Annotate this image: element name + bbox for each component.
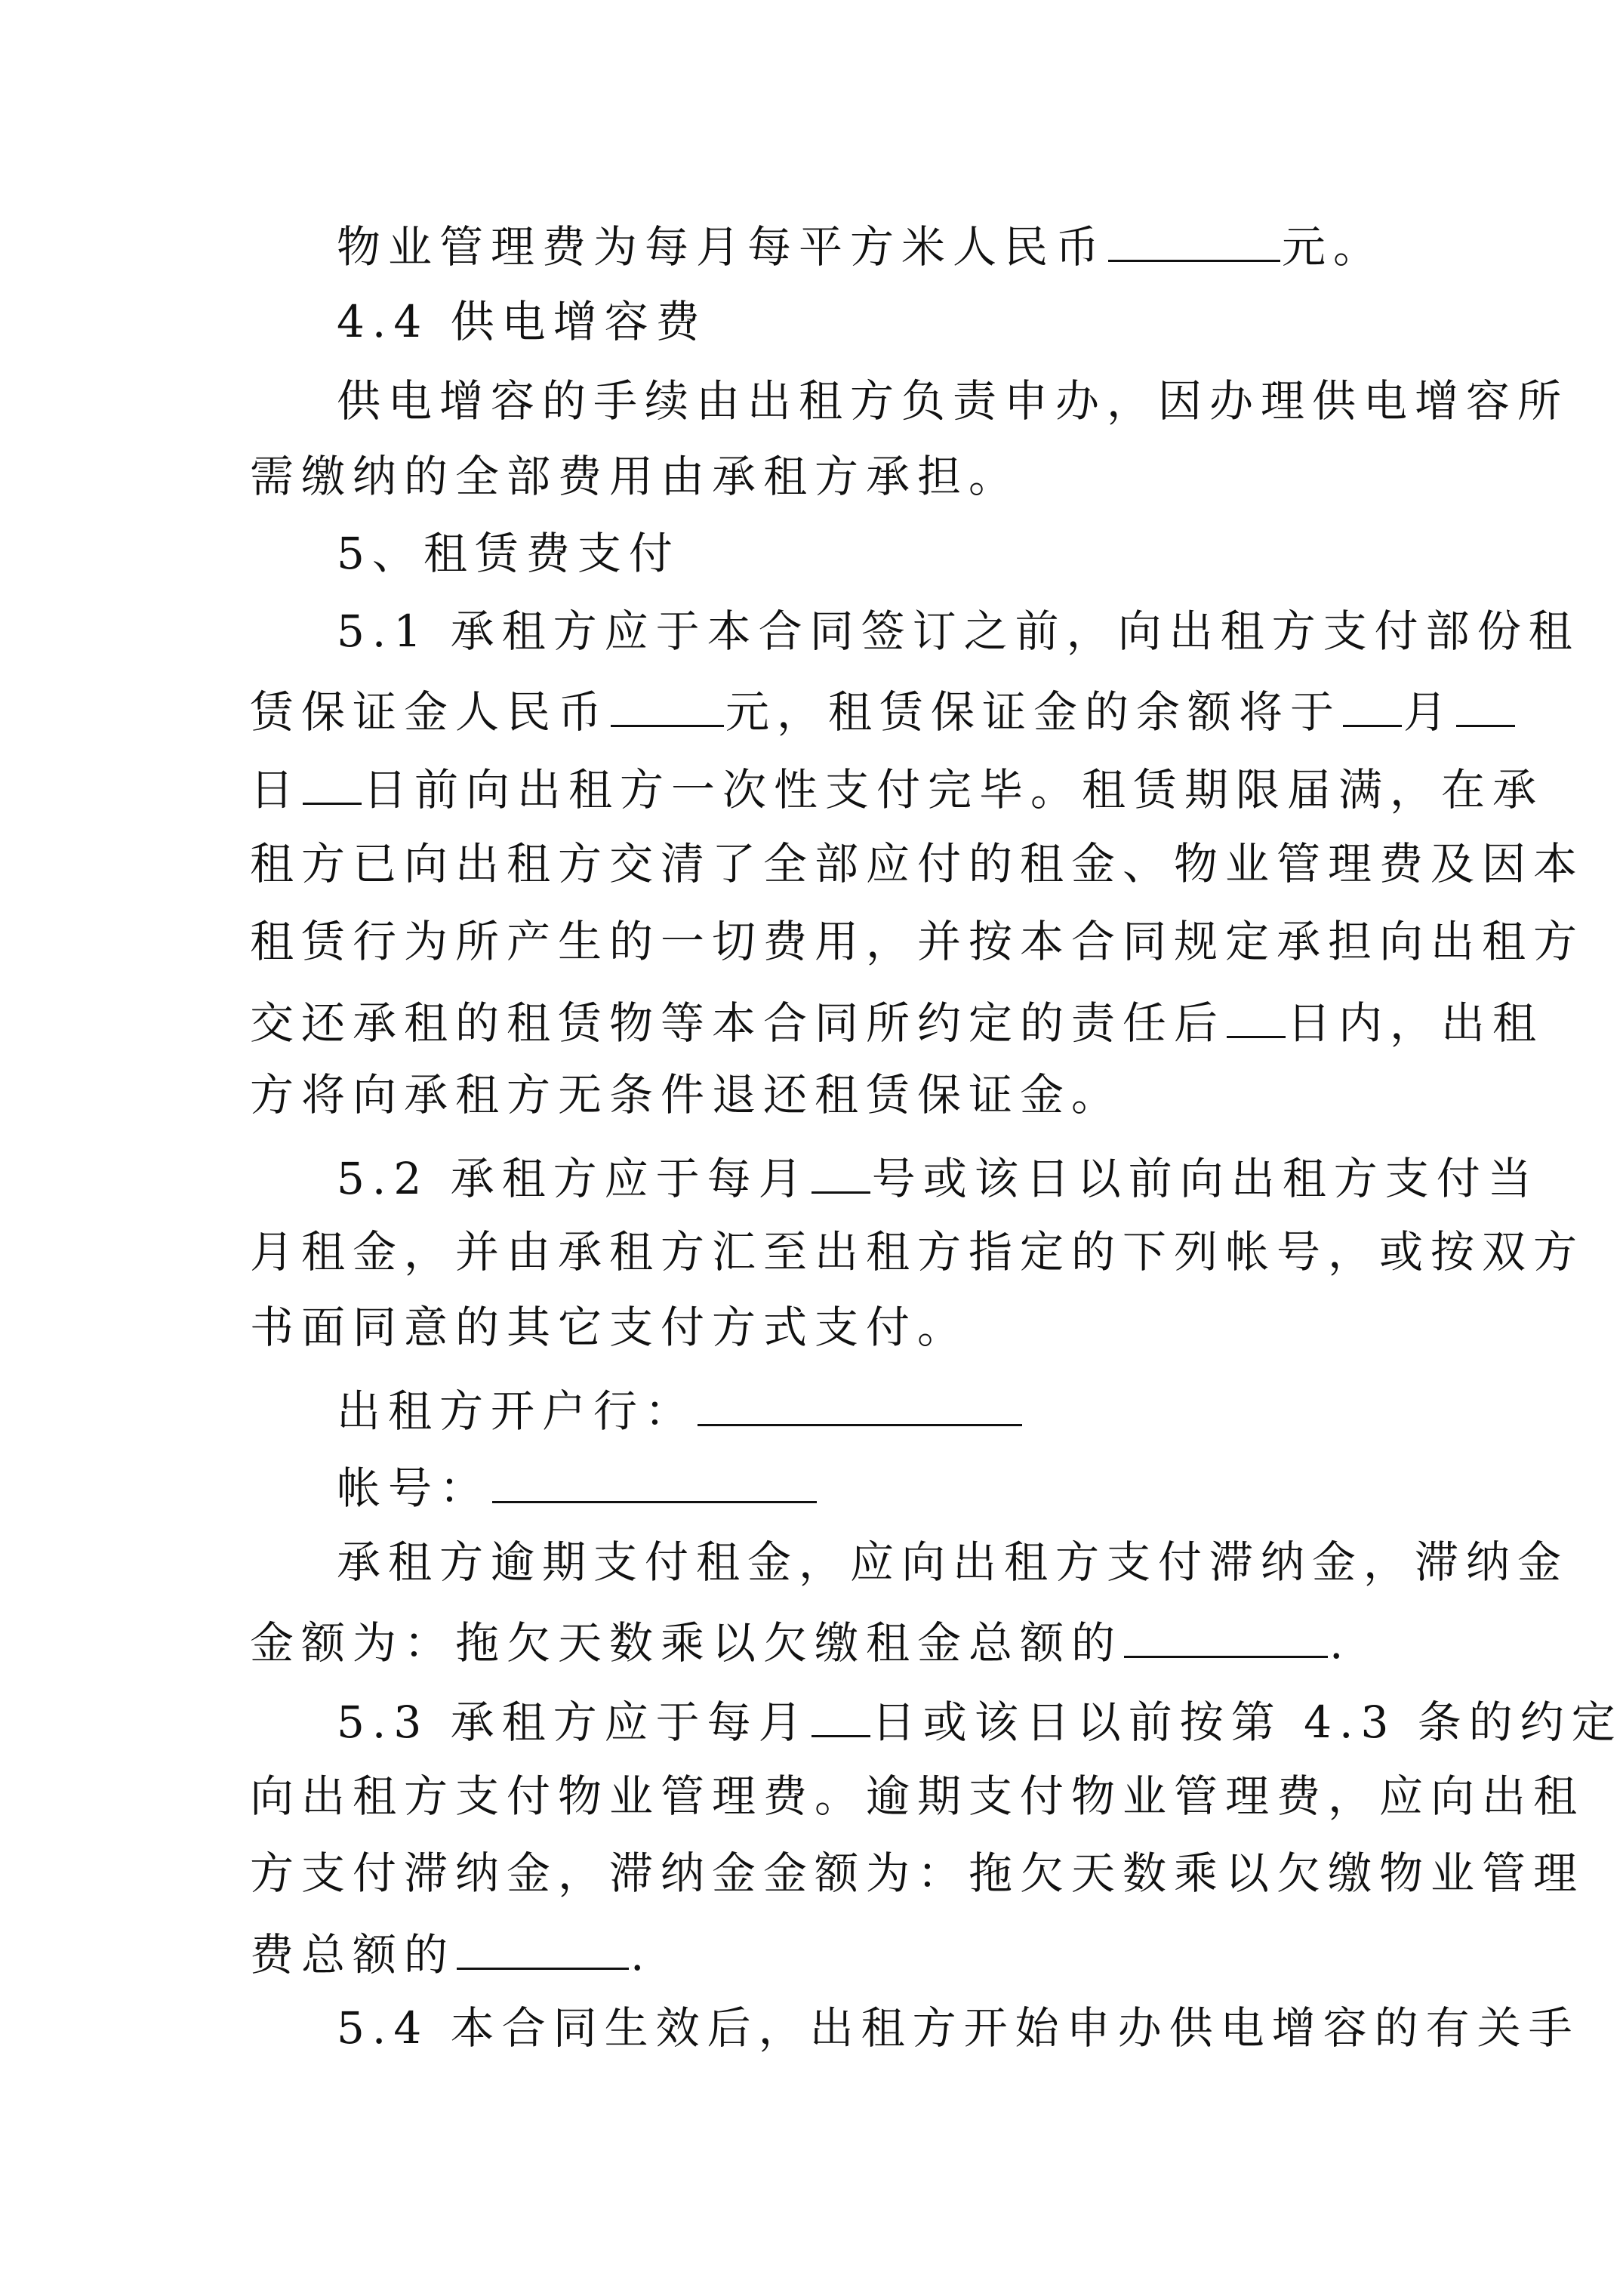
- blank-field: [812, 1148, 870, 1194]
- blank-field: [812, 1691, 870, 1737]
- text: 需缴纳的全部费用由承租方承担。: [250, 451, 1021, 502]
- text: 5、租赁费支付: [337, 528, 680, 579]
- section-heading: [337, 294, 1623, 349]
- text: 4.4 供电增容费: [337, 296, 707, 347]
- paragraph-line: [250, 1068, 1623, 1122]
- paragraph-line: [250, 681, 1623, 738]
- paragraph-line: [250, 914, 1623, 969]
- text: 日内，出租: [1287, 997, 1544, 1049]
- form-field-line: [337, 1380, 1623, 1435]
- field-label: 出租方开户行：: [337, 1385, 697, 1437]
- text: 5.2 承租方应于每月: [337, 1153, 810, 1204]
- paragraph-line: [337, 604, 1623, 658]
- blank-field: [611, 681, 724, 727]
- paragraph-line: [250, 1846, 1623, 1900]
- paragraph-line: [337, 216, 1623, 273]
- paragraph-line: [337, 1148, 1623, 1202]
- text: 月租金，并由承租方汇至出租方指定的下列帐号，或按双方: [250, 1226, 1585, 1277]
- text: 向出租方支付物业管理费。逾期支付物业管理费，应向出租: [250, 1771, 1585, 1822]
- section-heading: [337, 526, 1623, 581]
- blank-field: [457, 1924, 629, 1970]
- text: 供电增容的手续由出租方负责申办，因办理供电增容所: [337, 375, 1569, 427]
- text: 日前向出租方一次性支付完毕。租赁期限届满，在承: [363, 764, 1544, 815]
- text: 日: [250, 764, 302, 815]
- paragraph-line: [250, 759, 1623, 813]
- paragraph-line: [250, 1769, 1623, 1823]
- text: 元。: [1282, 221, 1385, 273]
- paragraph-line: [250, 992, 1623, 1049]
- paragraph-line: [250, 1612, 1623, 1669]
- text: .: [1329, 1617, 1351, 1669]
- paragraph-line: [337, 374, 1623, 428]
- field-label: 帐号：: [337, 1462, 491, 1514]
- text: 5.1 承租方应于本合同签订之前，向出租方支付部份租: [337, 606, 1580, 657]
- text: 书面同意的其它支付方式支付。: [250, 1302, 969, 1353]
- paragraph-line: [250, 1924, 1623, 1978]
- blank-field: [1124, 1612, 1328, 1658]
- text: 物业管理费为每月每平方米人民币: [337, 221, 1107, 273]
- text: 号或该日以前向出租方支付当: [871, 1153, 1539, 1204]
- text: 费总额的: [250, 1929, 456, 1980]
- text: 5.3 承租方应于每月: [337, 1697, 810, 1748]
- text: 方支付滞纳金，滞纳金金额为：拖欠天数乘以欠缴物业管理: [250, 1848, 1585, 1899]
- text: 月: [1403, 686, 1455, 738]
- paragraph-line: [250, 837, 1623, 891]
- paragraph-line: [250, 1300, 1623, 1354]
- text: 元，租赁保证金的余额将于: [725, 686, 1342, 738]
- paragraph-line: [337, 1535, 1623, 1589]
- text: 租赁行为所产生的一切费用，并按本合同规定承担向出租方: [250, 916, 1585, 967]
- paragraph-line: [250, 1225, 1623, 1279]
- blank-field: [1343, 681, 1402, 727]
- blank-field: [303, 759, 362, 805]
- blank-field: [1456, 681, 1515, 727]
- text: 5.4 本合同生效后，出租方开始申办供电增容的有关手: [337, 2002, 1580, 2054]
- text: 交还承租的租赁物等本合同所约定的责任后: [250, 997, 1226, 1049]
- text: 租方已向出租方交清了全部应付的租金、物业管理费及因本: [250, 838, 1585, 889]
- text: 赁保证金人民币: [250, 686, 610, 738]
- text: 日或该日以前按第 4.3 条的约定: [871, 1697, 1623, 1748]
- text: 方将向承租方无条件退还租赁保证金。: [250, 1069, 1123, 1120]
- paragraph-line: [337, 1691, 1623, 1746]
- paragraph-line: [337, 2001, 1623, 2055]
- blank-field: [698, 1380, 1022, 1426]
- text: .: [630, 1929, 652, 1980]
- text: 承租方逾期支付租金，应向出租方支付滞纳金，滞纳金: [337, 1536, 1569, 1588]
- blank-field: [1227, 992, 1286, 1038]
- blank-field: [492, 1457, 817, 1503]
- text: 金额为：拖欠天数乘以欠缴租金总额的: [250, 1617, 1123, 1669]
- form-field-line: [337, 1457, 1623, 1512]
- paragraph-line: [250, 449, 1623, 504]
- blank-field: [1108, 216, 1280, 262]
